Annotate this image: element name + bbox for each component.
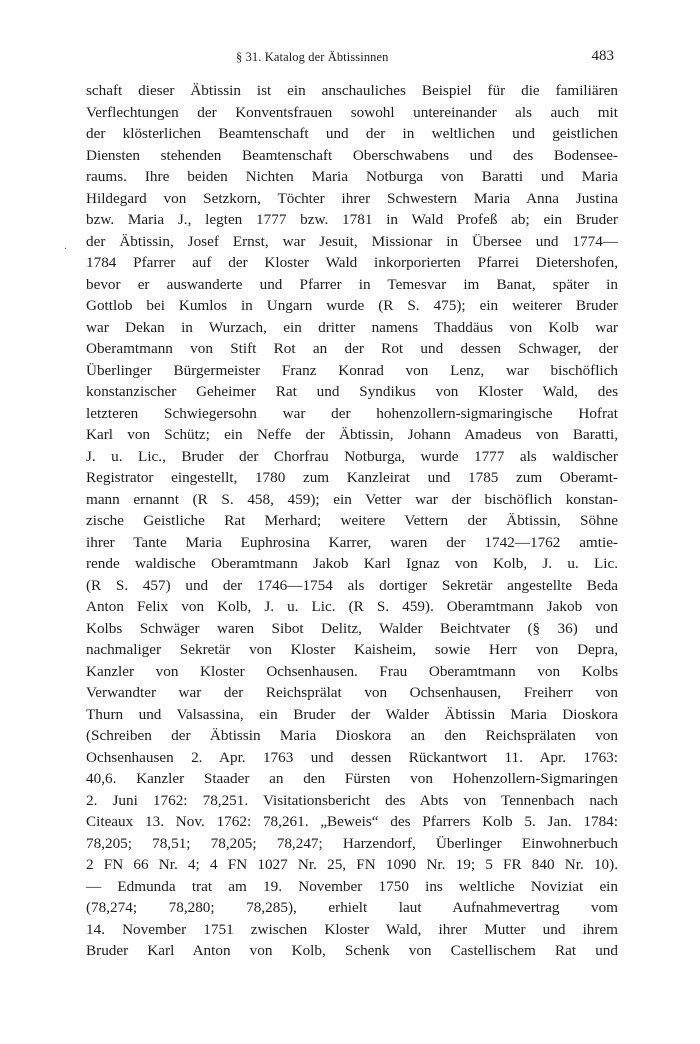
text-line: Gottlob bei Kumlos in Ungarn wurde (R S. 475); ein weiterer Bruder — [86, 297, 618, 314]
text-line: rende waldische Oberamtmann Jakob Karl Ignaz von Kolb, J. u. Lic. — [86, 555, 618, 572]
text-line: schaft dieser Äbtissin ist ein anschauliches Beispiel für die familiären — [86, 82, 618, 99]
text-line: Thurn und Valsassina, ein Bruder der Walder Äbtissin Maria Dioskora — [86, 705, 618, 723]
text-line: Anton Felix von Kolb, J. u. Lic. (R S. 459). Oberamtmann Jakob von — [86, 598, 618, 615]
text-line: der Äbtissin, Josef Ernst, war Jesuit, Missionar in Übersee und 1774— — [86, 232, 618, 250]
text-line: Verflechtungen der Konventsfrauen sowohl untereinander als auch mit — [86, 103, 618, 121]
text-line: 14. November 1751 zwischen Kloster Wald, ihrer Mutter und ihrem — [86, 920, 618, 938]
text-line: letzteren Schwiegersohn war der hohenzollern-sigmaringische Hofrat — [86, 404, 618, 422]
text-line: Diensten stehenden Beamtenschaft Oberschwabens und des Bodensee- — [86, 146, 618, 164]
text-line: 78,205; 78,51; 78,205; 78,247; Harzendorf, Überlinger Einwohnerbuch — [86, 834, 618, 852]
body-text — [86, 80, 618, 962]
running-title: § 31. Katalog der Äbtissinnen — [236, 50, 389, 64]
text-line: (R S. 457) und der 1746—1754 als dortiger Sekretär angestellte Beda — [86, 576, 618, 594]
text-line: raums. Ihre beiden Nichten Maria Notburga von Baratti und Maria — [86, 168, 618, 185]
text-line: bevor er auswanderte und Pfarrer in Temesvar im Banat, später in — [86, 275, 618, 293]
text-line: 40,6. Kanzler Staader an den Fürsten von Hohenzollern-Sigmaringen — [86, 770, 618, 787]
text-line: 1784 Pfarrer auf der Kloster Wald inkorporierten Pfarrei Dietershofen, — [86, 254, 618, 271]
running-header — [86, 48, 618, 70]
text-line: nachmaliger Sekretär von Kloster Kaisheim, sowie Herr von Depra, — [86, 641, 618, 658]
text-line: der klösterlichen Beamtenschaft und der in weltlichen und geistlichen — [86, 125, 618, 142]
text-line: (78,274; 78,280; 78,285), erhielt laut Aufnahmevertrag vom — [86, 899, 618, 916]
page-number: 483 — [591, 48, 614, 64]
text-line: J. u. Lic., Bruder der Chorfrau Notburga, wurde 1777 als waldischer — [86, 447, 618, 465]
text-line: Kolbs Schwäger waren Sibot Delitz, Walder Beichtvater (§ 36) und — [86, 619, 618, 637]
text-line: 2. Juni 1762: 78,251. Visitationsbericht des Abts von Tennenbach nach — [86, 791, 618, 809]
text-line: Verwandter war der Reichsprälat von Ochsenhausen, Freiherr von — [86, 684, 618, 701]
text-line: Überlinger Bürgermeister Franz Konrad von Lenz, war bischöflich — [86, 361, 618, 379]
text-line: 2 FN 66 Nr. 4; 4 FN 1027 Nr. 25, FN 1090 Nr. 19; 5 FR 840 Nr. 10). — [86, 856, 618, 873]
margin-mark: . — [64, 238, 67, 252]
text-line: war Dekan in Wurzach, ein dritter namens Thaddäus von Kolb war — [86, 318, 618, 336]
text-line: mann ernannt (R S. 458, 459); ein Vetter war der bischöflich konstan- — [86, 490, 618, 508]
text-line: Karl von Schütz; ein Neffe der Äbtissin, Johann Amadeus von Baratti, — [86, 426, 618, 443]
text-line: ihrer Tante Maria Euphrosina Karrer, waren der 1742—1762 amtie- — [86, 533, 618, 551]
text-line: — Edmunda trat am 19. November 1750 ins weltliche Noviziat ein — [86, 877, 618, 895]
text-line: Hildegard von Setzkorn, Töchter ihrer Schwestern Maria Anna Justina — [86, 189, 618, 207]
text-line: zische Geistliche Rat Merhard; weitere Vettern der Äbtissin, Söhne — [86, 512, 618, 529]
text-line: Kanzler von Kloster Ochsenhausen. Frau Oberamtmann von Kolbs — [86, 662, 618, 680]
text-line: bzw. Maria J., legten 1777 bzw. 1781 in Wald Profeß ab; ein Bruder — [86, 211, 618, 228]
text-line: Oberamtmann von Stift Rot an der Rot und dessen Schwager, der — [86, 340, 618, 357]
text-line: (Schreiben der Äbtissin Maria Dioskora an den Reichsprälaten von — [86, 727, 618, 744]
text-line: Citeaux 13. Nov. 1762: 78,261. „Beweis“ des Pfarrers Kolb 5. Jan. 1784: — [86, 813, 618, 830]
text-line: Registrator eingestellt, 1780 zum Kanzleirat und 1785 zum Oberamt- — [86, 469, 618, 486]
text-line: Bruder Karl Anton von Kolb, Schenk von Castellischem Rat und — [86, 942, 618, 959]
text-line: Ochsenhausen 2. Apr. 1763 und dessen Rückantwort 11. Apr. 1763: — [86, 748, 618, 766]
text-line: konstanzischer Geheimer Rat und Syndikus von Kloster Wald, des — [86, 383, 618, 400]
